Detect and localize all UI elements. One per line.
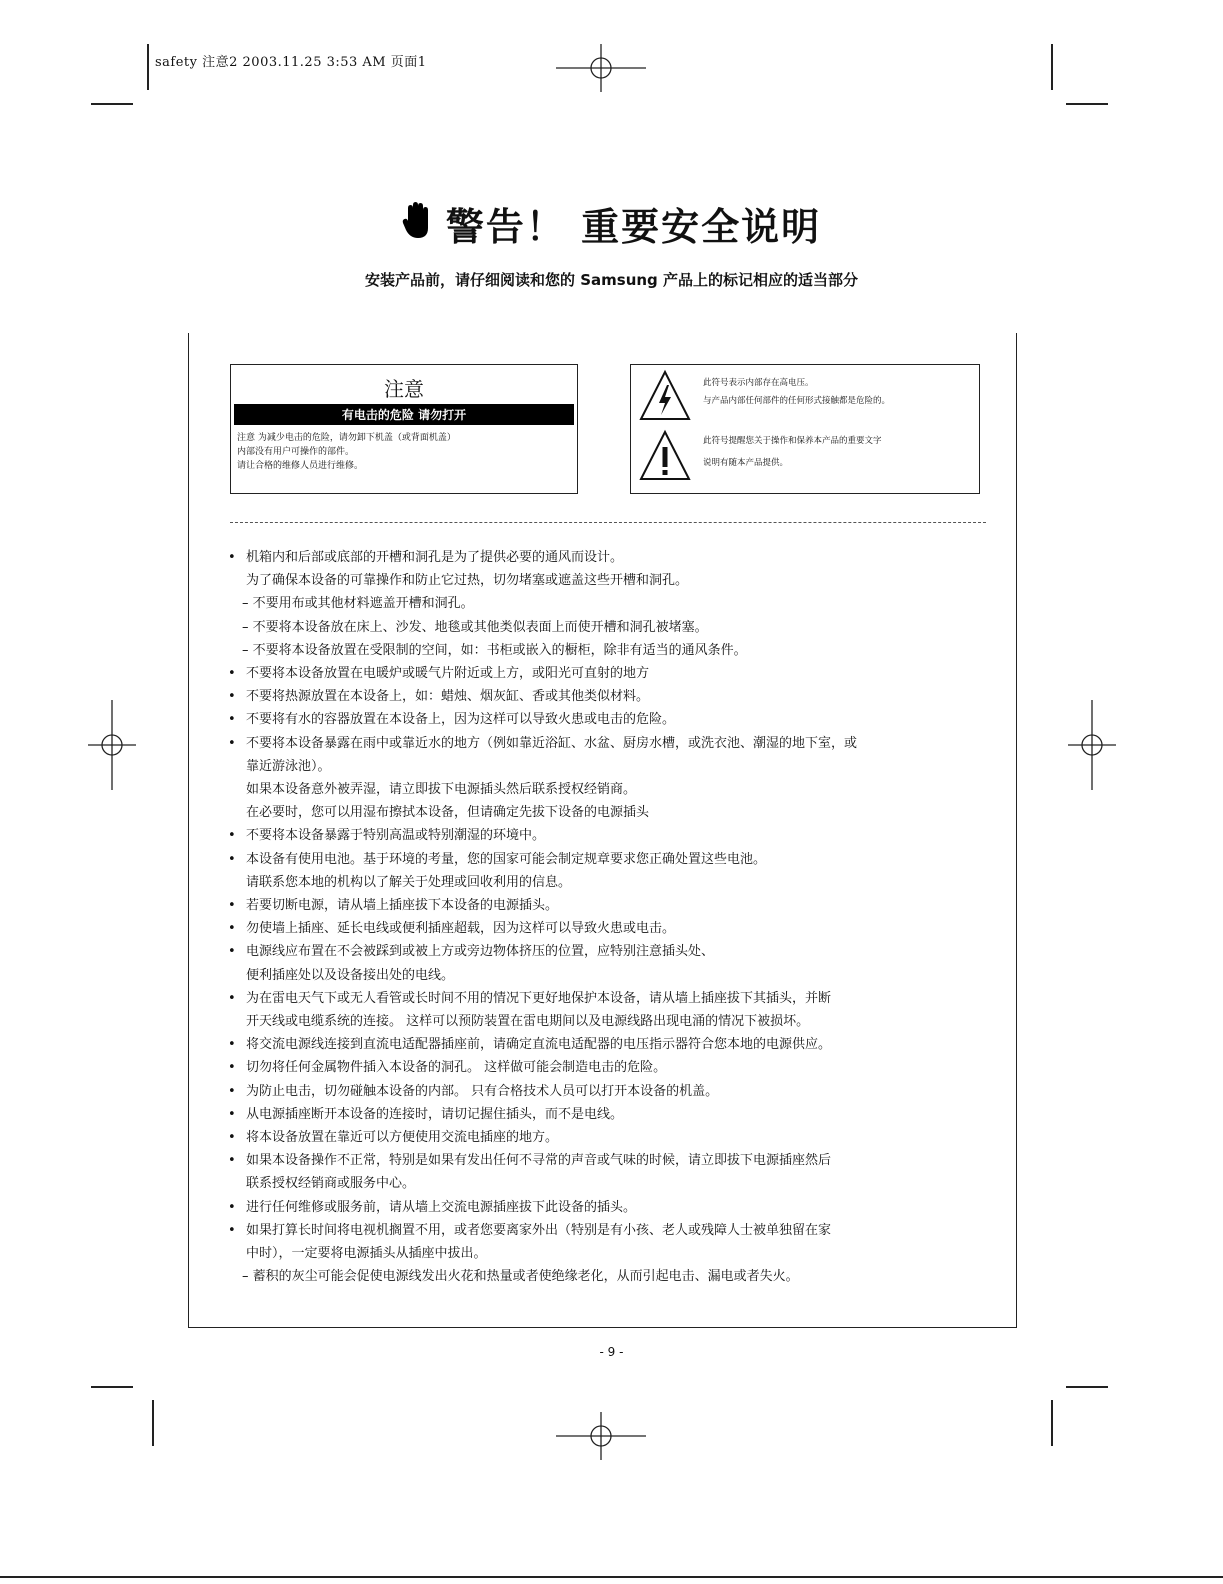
continuation-line: 便利插座处以及设备接出处的电线。 xyxy=(246,967,455,983)
section-divider xyxy=(230,522,986,523)
bullet-item: • 如果打算长时间将电视机搁置不用，或者您要离家外出（特别是有小孩、老人或残障人士被单独留在家 xyxy=(228,1219,994,1242)
crop-mark xyxy=(147,44,149,90)
dash-item: – 不要将本设备放在床上、沙发、地毯或其他类似表面上而使开槽和洞孔被堵塞。 xyxy=(242,619,708,635)
crop-mark xyxy=(1051,44,1053,90)
dash-item: – 不要将本设备放置在受限制的空间，如：书柜或嵌入的橱柜，除非有适当的通风条件。 xyxy=(242,642,747,658)
registration-mark-icon xyxy=(556,44,646,92)
crop-mark xyxy=(1066,1386,1108,1388)
continuation-line: 中时），一定要将电源插头从插座中拔出。 xyxy=(246,1246,487,1262)
bullet-item: • 不要将本设备暴露于特别高温或特别潮湿的环境中。 xyxy=(228,824,994,847)
page-number: - 9 - xyxy=(599,1345,624,1359)
exclamation-warning-icon xyxy=(639,429,691,483)
bullet-item: • 若要切断电源，请从墙上插座拔下本设备的电源插头。 xyxy=(228,894,994,917)
crop-mark xyxy=(91,103,133,105)
bullet-item: • 将本设备放置在靠近可以方便使用交流电插座的地方。 xyxy=(228,1126,994,1149)
bullet-item: • 不要将本设备放置在电暖炉或暖气片附近或上方，或阳光可直射的地方 xyxy=(228,662,994,685)
lightning-desc-line: 与产品内部任何部件的任何形式接触都是危险的。 xyxy=(703,396,891,406)
continuation-line: 请联系您本地的机构以了解关于处理或回收利用的信息。 xyxy=(246,874,572,890)
bullet-item: • 勿使墙上插座、延长电线或便利插座超载，因为这样可以导致火患或电击。 xyxy=(228,917,994,940)
bullet-item: • 不要将有水的容器放置在本设备上，因为这样可以导致火患或电击的危险。 xyxy=(228,708,994,731)
page-subtitle: 安装产品前，请仔细阅读和您的 Samsung 产品上的标记相应的适当部分 xyxy=(364,271,859,289)
continuation-line: 为了确保本设备的可靠操作和防止它过热，切勿堵塞或遮盖这些开槽和洞孔。 xyxy=(246,573,689,589)
continuation-line: 靠近游泳池）。 xyxy=(246,758,331,774)
bullet-item: • 为防止电击，切勿碰触本设备的内部。 只有合格技术人员可以打开本设备的机盖。 xyxy=(228,1080,994,1103)
crop-mark xyxy=(1051,1400,1053,1446)
bullet-item: • 电源线应布置在不会被踩到或被上方或旁边物体挤压的位置，应特别注意插头处、 xyxy=(228,940,994,963)
continuation-line: 联系授权经销商或服务中心。 xyxy=(246,1176,416,1192)
crop-mark xyxy=(152,1400,154,1446)
page-title xyxy=(0,196,1223,251)
safety-instructions xyxy=(228,546,994,1289)
exclamation-desc-line: 此符号提醒您关于操作和保养本产品的重要文字 xyxy=(703,436,882,446)
dash-item: – 蓄积的灰尘可能会促使电源线发出火花和热量或者使绝缘老化，从而引起电击、漏电或者失火。 xyxy=(242,1269,799,1285)
hand-stop-icon xyxy=(402,202,432,249)
caution-bar: 有电击的危险 请勿打开 xyxy=(234,404,574,425)
bullet-item: • 将交流电源线连接到直流电适配器插座前，请确定直流电适配器的电压指示器符合您本地的电源供应。 xyxy=(228,1033,994,1056)
caution-label-box xyxy=(230,364,578,494)
continuation-line: 在必要时，您可以用湿布擦拭本设备，但请确定先拔下设备的电源插头 xyxy=(246,805,650,821)
caution-line: 注意 为减少电击的危险，请勿卸下机盖（或背面机盖） xyxy=(237,433,456,443)
lightning-warning-icon xyxy=(639,369,691,423)
caution-line: 请让合格的维修人员进行维修。 xyxy=(237,461,364,471)
bullet-item: • 不要将热源放置在本设备上，如：蜡烛、烟灰缸、香或其他类似材料。 xyxy=(228,685,994,708)
bullet-item: • 本设备有使用电池。基于环境的考量，您的国家可能会制定规章要求您正确处置这些电池。 xyxy=(228,848,994,871)
registration-mark-icon xyxy=(556,1412,646,1460)
exclamation-desc-line: 说明有随本产品提供。 xyxy=(703,458,789,468)
registration-mark-icon xyxy=(88,700,136,790)
bullet-item: • 机箱内和后部或底部的开槽和洞孔是为了提供必要的通风而设计。 xyxy=(228,546,994,569)
dash-item: – 不要用布或其他材料遮盖开槽和洞孔。 xyxy=(242,596,474,612)
crop-mark xyxy=(91,1386,133,1388)
continuation-line: 开天线或电缆系统的连接。 这样可以预防装置在雷电期间以及电源线路出现电涌的情况下被损坏。 xyxy=(246,1014,810,1030)
bullet-item: • 不要将本设备暴露在雨中或靠近水的地方（例如靠近浴缸、水盆、厨房水槽，或洗衣池、潮湿的地下室，或 xyxy=(228,732,994,755)
caution-title: 注意 xyxy=(384,377,424,401)
bottom-edge-line xyxy=(0,1576,1223,1578)
lightning-desc-line: 此符号表示内部存在高电压。 xyxy=(703,378,814,388)
bullet-item: • 从电源插座断开本设备的连接时，请切记握住插头，而不是电线。 xyxy=(228,1103,994,1126)
bullet-item: • 如果本设备操作不正常，特别是如果有发出任何不寻常的声音或气味的时候，请立即拔下电源插座然后 xyxy=(228,1149,994,1172)
bullet-item: • 为在雷电天气下或无人看管或长时间不用的情况下更好地保护本设备，请从墙上插座拔下其插头，并断 xyxy=(228,987,994,1010)
continuation-line: 如果本设备意外被弄湿，请立即拔下电源插头然后联系授权经销商。 xyxy=(246,782,637,798)
page-title-text: 警告！ 重要安全说明 xyxy=(445,205,822,249)
print-header: safety 注意2 2003.11.25 3:53 AM 页面1 xyxy=(155,55,427,70)
bullet-item: • 切勿将任何金属物件插入本设备的洞孔。 这样做可能会制造电击的危险。 xyxy=(228,1056,994,1079)
bullet-item: • 进行任何维修或服务前，请从墙上交流电源插座拔下此设备的插头。 xyxy=(228,1196,994,1219)
crop-mark xyxy=(1066,103,1108,105)
symbol-legend-box xyxy=(630,364,980,494)
caution-line: 内部没有用户可操作的部件。 xyxy=(237,447,355,457)
registration-mark-icon xyxy=(1068,700,1116,790)
